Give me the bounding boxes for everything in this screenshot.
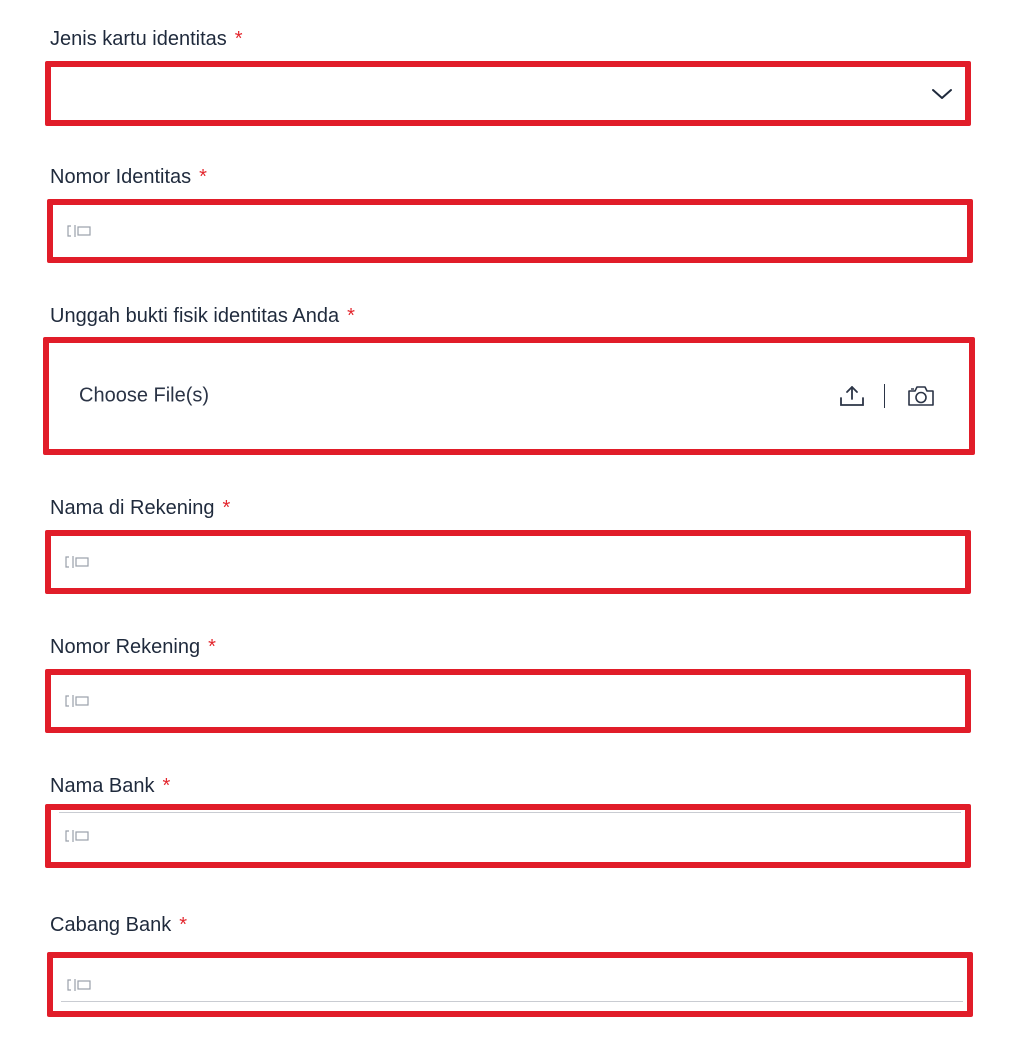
account-name-label-text: Nama di Rekening [50, 497, 215, 519]
divider [884, 384, 885, 408]
id-upload-dropzone[interactable] [43, 337, 975, 455]
id-number-label [50, 165, 207, 189]
bank-branch-label [50, 913, 187, 937]
required-asterisk: * [199, 166, 207, 188]
required-asterisk: * [179, 914, 187, 936]
account-name-input[interactable] [45, 530, 971, 594]
bank-name-label [50, 774, 170, 798]
id-type-select[interactable] [45, 61, 971, 126]
id-upload-label-text: Unggah bukti fisik identitas Anda [50, 305, 340, 327]
chevron-down-icon[interactable] [931, 88, 953, 100]
required-asterisk: * [162, 775, 171, 797]
text-cursor-icon [63, 555, 91, 569]
upload-icon[interactable] [839, 384, 865, 408]
required-asterisk: * [208, 636, 216, 658]
required-asterisk: * [222, 497, 231, 519]
bank-name-input[interactable] [45, 804, 971, 868]
id-number-label-text: Nomor Identitas [50, 166, 192, 188]
account-name-label [50, 496, 230, 520]
account-number-label-text: Nomor Rekening [50, 636, 201, 658]
text-cursor-icon [63, 694, 91, 708]
camera-icon[interactable] [907, 385, 935, 407]
bank-branch-label-text: Cabang Bank [50, 914, 172, 936]
text-cursor-icon [65, 224, 93, 238]
bank-branch-input[interactable] [47, 952, 973, 1017]
choose-files-button[interactable]: Choose File(s) [79, 384, 210, 407]
required-asterisk: * [234, 28, 243, 50]
account-number-label [50, 635, 216, 659]
id-type-label-text: Jenis kartu identitas [50, 28, 227, 50]
account-number-input[interactable] [45, 669, 971, 733]
text-cursor-icon [63, 829, 91, 843]
required-asterisk: * [347, 305, 355, 327]
id-upload-label [50, 304, 355, 328]
text-cursor-icon [65, 978, 93, 992]
id-number-input[interactable] [47, 199, 973, 263]
id-type-label [50, 27, 243, 51]
bank-name-label-text: Nama Bank [50, 775, 155, 797]
